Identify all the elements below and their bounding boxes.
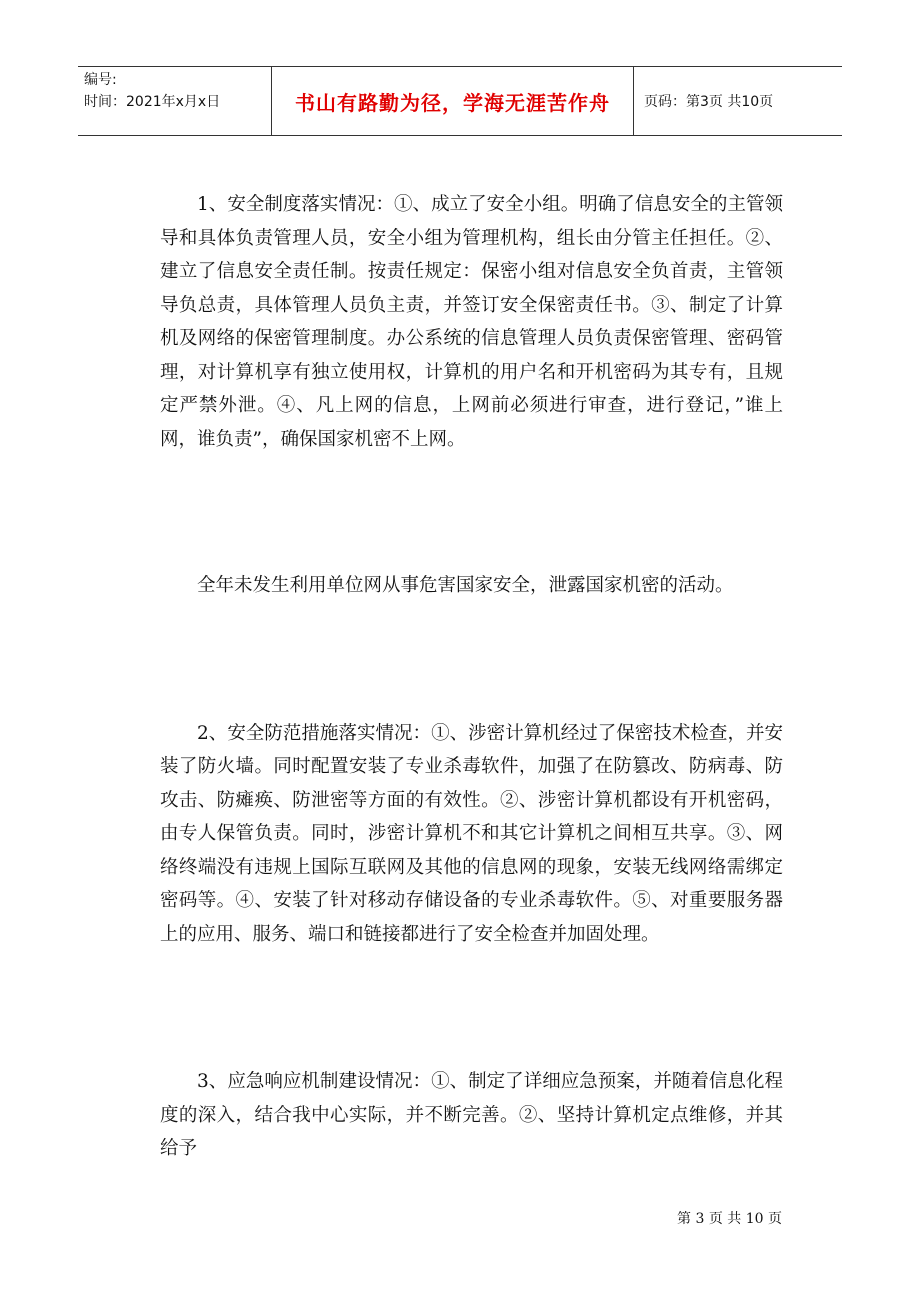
paragraph-security-measures: 2、安全防范措施落实情况：①、涉密计算机经过了保密技术检查，并安装了防火墙。同时配置安装了专业杀毒软件，加强了在防篡改、防病毒、防攻击、防瘫痪、防泄密等方面的有效性。②、涉密计算机都设有开机密码，由专人保管负责。同时，涉密计算机不和其它计算机之间相互共享。③、网络终端没有违规上国际互联网及其他的信息网的现象，安装无线网络需绑定密码等。④、安装了针对移动存储设备的专业杀毒软件。⑤、对重要服务器上的应用、服务、端口和链接都进行了安全检查并加固处理。	[160, 722, 783, 945]
paragraph-no-incidents: 全年未发生利用单位网从事危害国家安全，泄露国家机密的活动。	[197, 575, 734, 596]
page-footer-number: 第 3 页 共 10 页	[677, 1211, 782, 1227]
document-number-label: 编号:	[84, 72, 117, 88]
header-motto: 书山有路勤为径，学海无涯苦作舟	[272, 67, 634, 135]
header-meta-cell	[78, 67, 272, 135]
paragraph-security-policy: 1、安全制度落实情况：①、成立了安全小组。明确了信息安全的主管领导和具体负责管理人员，安全小组为管理机构，组长由分管主任担任。②、建立了信息安全责任制。按责任规定：保密小组对信息安全负首责，主管领导负总责，具体管理人员负主责，并签订安全保密责任书。③、制定了计算机及网络的保密管理制度。办公系统的信息管理人员负责保密管理、密码管理，对计算机享有独立使用权，计算机的用户名和开机密码为其专有，且规定严禁外泄。④、凡上网的信息，上网前必须进行审查，进行登记，”谁上网，谁负责”，确保国家机密不上网。	[160, 194, 783, 450]
document-body	[160, 188, 783, 1166]
page-header	[78, 66, 842, 136]
paragraph-emergency-response: 3、应急响应机制建设情况：①、制定了详细应急预案，并随着信息化程度的深入，结合我中心实际，并不断完善。②、坚持计算机定点维修，并其给予	[160, 1071, 783, 1159]
header-page-info: 页码：第3页 共10页	[644, 94, 774, 110]
document-time-label: 时间：2021年x月x日	[84, 94, 221, 110]
